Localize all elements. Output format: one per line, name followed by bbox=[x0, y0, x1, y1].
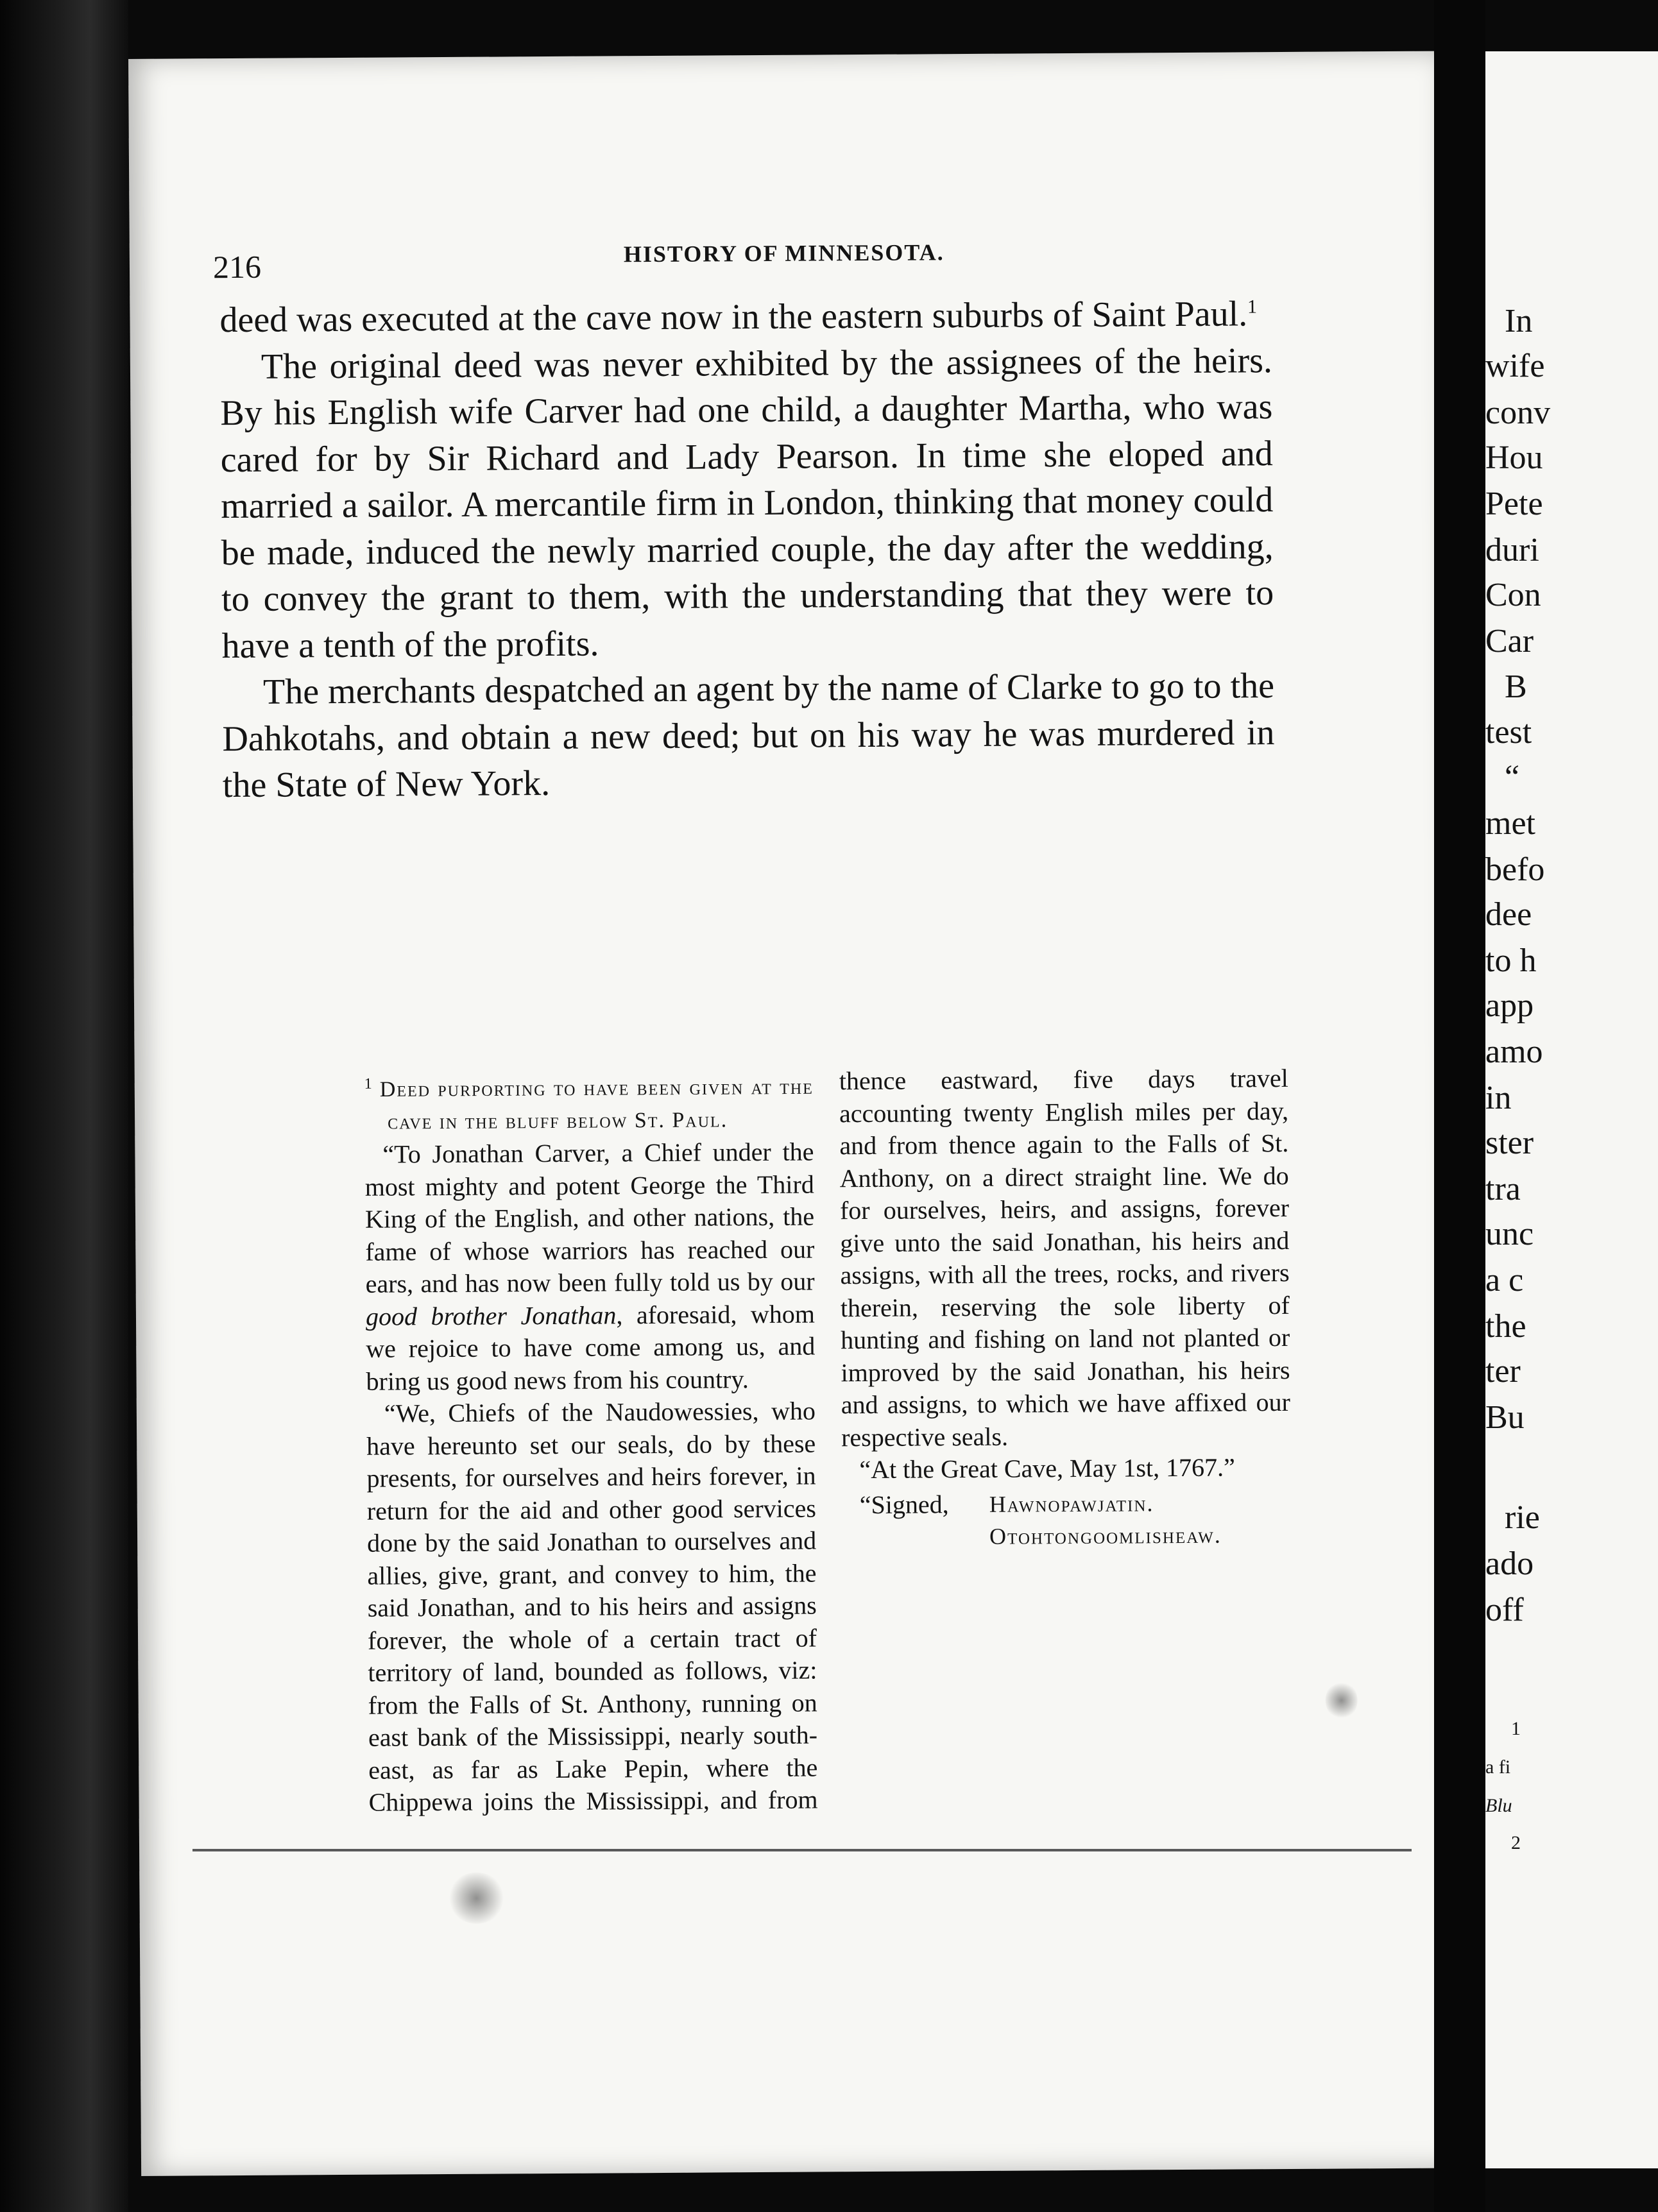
adjacent-fragment: rie bbox=[1505, 1499, 1540, 1536]
page-crease-line bbox=[192, 1849, 1412, 1851]
adjacent-fragment: Con bbox=[1485, 577, 1541, 613]
adjacent-fragment: Pete bbox=[1485, 486, 1543, 522]
left-binding-shadow bbox=[0, 0, 128, 2212]
adjacent-fragment: amo bbox=[1485, 1034, 1543, 1070]
right-binding-shadow bbox=[1434, 0, 1485, 2212]
adjacent-fragment: Bu bbox=[1485, 1399, 1525, 1436]
adjacent-fragment: ster bbox=[1485, 1125, 1534, 1161]
adjacent-page-fragment bbox=[1485, 51, 1658, 2168]
adjacent-fragment: met bbox=[1485, 805, 1535, 842]
adjacent-fragment: a fi bbox=[1485, 1757, 1511, 1778]
adjacent-fragment: in bbox=[1485, 1080, 1512, 1116]
footnote-dateline: “At the Great Cave, May 1st, 1767.” bbox=[859, 1452, 1235, 1485]
adjacent-fragment: 1 bbox=[1511, 1718, 1521, 1739]
adjacent-fragment: B bbox=[1505, 668, 1527, 705]
ink-stain bbox=[447, 1872, 505, 1924]
book-page-216 bbox=[128, 51, 1447, 2176]
running-head: HISTORY OF MINNESOTA. bbox=[623, 239, 944, 268]
adjacent-fragment: test bbox=[1485, 714, 1532, 751]
body-paragraph-3: The merchants despatched an agent by the name of Clarke to go to the Dahkotahs, and obtain a new deed; but on his way he was murdered in the State of New York. bbox=[222, 666, 1275, 806]
ink-stain bbox=[1325, 1681, 1357, 1719]
footnote-paragraph-1: “To Jonathan Carver, a Chief under the most mighty and potent George the Third King of the English, and other nations, the fame of whose warriors has reached our ears, and has now been fully told us by our good brother Jonathan, aforesaid, whom we rejoice to have come among us, and bring us good news from his country. bbox=[364, 1137, 816, 1396]
adjacent-fragment: 2 bbox=[1511, 1832, 1521, 1853]
adjacent-fragment: a c bbox=[1485, 1262, 1524, 1298]
body-paragraph-2: The original deed was never exhibited by the assignees of the heirs. By his English wife Carver had one child, a daughter Martha, who was cared for by Sir Richard and Lady Pearson. In time she eloped and married a sailor. A mercantile firm in London, thinking that money could be made, induced the newly married couple, the day after the wedding, to convey the grant to them, with the understanding that they were to have a tenth of the profits. bbox=[220, 340, 1274, 666]
adjacent-fragment: conv bbox=[1485, 395, 1551, 431]
footnote-reference: 1 bbox=[1247, 296, 1258, 318]
footnote-mark: 1 bbox=[364, 1075, 373, 1093]
footnote-paragraph-2: “We, Chiefs of the Naudowessies, who have hereunto set our seals, do by these presents, for ourselves and heirs forever, in return for the aid and other good services done by the said Jonathan to ourselves and allies, give, grant, and convey to him, the said Jonathan, and to his heirs and assigns forever, the whole of a certain tract of territory of land, bounded as follows, viz: from the Falls of St. Anthony, running on east bank of the Mississippi, nearly south-east, as far as Lake Pepin, where the Chippewa joins the Mississippi, and from thence eastward, five days travel accounting twenty English miles per day, and from thence again to the Falls of St. Anthony, on a direct straight line. We do for ourselves, heirs, and assigns, forever give unto the said Jonathan, his heirs and assigns, with all the trees, rocks, and rivers therein, reserving the sole liberty of hunting and fishing on land not planted or improved by the said Jonathan, his heirs and assigns, to which we have affixed our respective seals. bbox=[366, 1063, 1290, 1817]
body-text bbox=[219, 291, 1275, 809]
adjacent-fragment: Hou bbox=[1485, 439, 1543, 476]
adjacent-fragment: befo bbox=[1485, 851, 1545, 888]
footnote-column-left bbox=[364, 1062, 1293, 1825]
adjacent-fragment: to h bbox=[1485, 942, 1537, 979]
adjacent-fragment: Car bbox=[1485, 623, 1534, 659]
adjacent-fragment: dee bbox=[1485, 896, 1532, 933]
signed-label: “Signed, bbox=[859, 1489, 949, 1519]
adjacent-fragment: the bbox=[1485, 1308, 1526, 1345]
signer-name-1: Hawnopawjatin. bbox=[989, 1490, 1154, 1517]
adjacent-fragment: unc bbox=[1485, 1216, 1534, 1252]
adjacent-fragment: tra bbox=[1485, 1171, 1521, 1207]
adjacent-fragment: off bbox=[1485, 1592, 1524, 1628]
adjacent-fragment: ado bbox=[1485, 1545, 1534, 1582]
signer-name-2: Otohtongoomlisheaw. bbox=[989, 1522, 1222, 1549]
adjacent-fragment: Blu bbox=[1485, 1795, 1512, 1816]
footnote-heading: $^1$ Deed purporting to have been given at the cave in the bluff below St. Paul. bbox=[364, 1075, 814, 1134]
adjacent-fragment: duri bbox=[1485, 532, 1539, 568]
adjacent-fragment: ter bbox=[1485, 1353, 1521, 1390]
adjacent-fragment: In bbox=[1505, 303, 1533, 339]
footnote-italic-phrase: good brother Jonathan bbox=[365, 1300, 617, 1331]
adjacent-fragment: wife bbox=[1485, 348, 1545, 384]
body-paragraph-1: deed was executed at the cave now in the eastern suburbs of Saint Paul.$^1$ bbox=[219, 294, 1258, 341]
footnote-signatures bbox=[842, 1486, 1292, 1553]
adjacent-fragment: “ bbox=[1505, 759, 1520, 795]
page-number: 216 bbox=[212, 248, 262, 285]
adjacent-fragment: app bbox=[1485, 987, 1534, 1024]
